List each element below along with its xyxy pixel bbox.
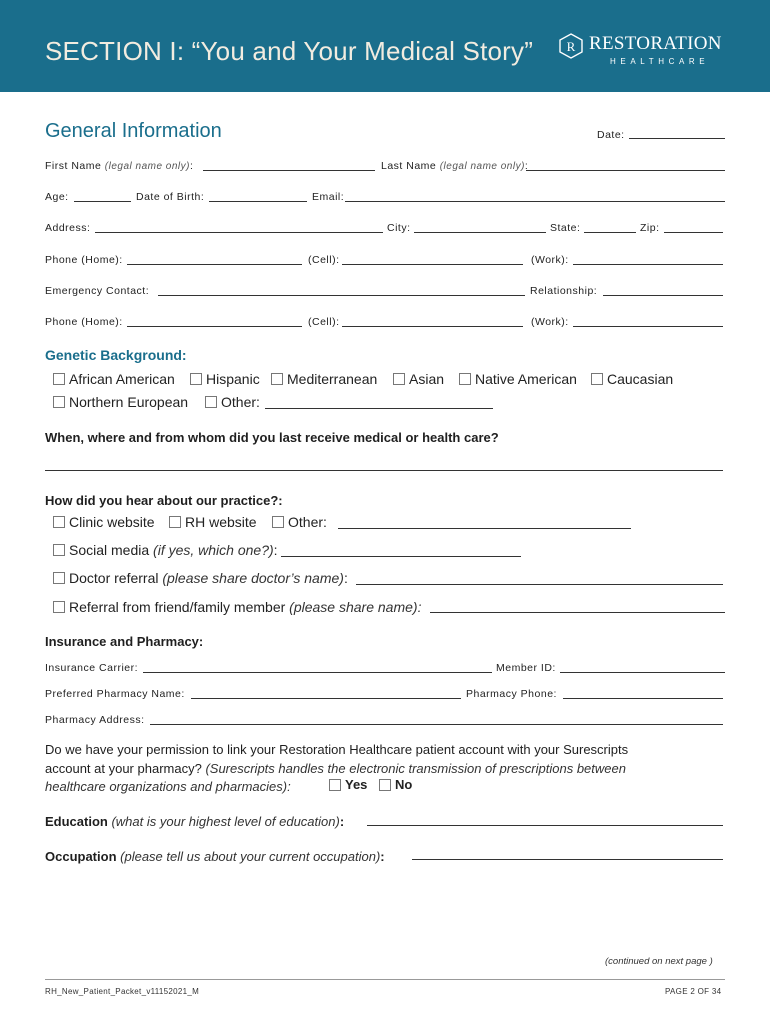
city-field[interactable] [414,232,546,233]
checkbox[interactable] [169,516,181,528]
file-name: RH_New_Patient_Packet_v11152021_M [45,987,200,996]
genetic-background-heading: Genetic Background: [45,347,187,363]
work-field[interactable] [573,264,723,265]
insurance-carrier-field[interactable] [143,672,492,673]
cell-field[interactable] [342,264,523,265]
pharmacy-phone-label: Pharmacy Phone: [466,688,557,700]
option-rh-website[interactable]: RH website [169,514,257,530]
relationship-label: Relationship: [530,285,598,297]
svg-text:R: R [566,39,576,54]
emergency-phone-home-field[interactable] [127,326,302,327]
insurance-heading: Insurance and Pharmacy: [45,634,204,649]
section-title: SECTION I: “You and Your Medical Story” [45,36,534,66]
page-header [0,0,770,92]
emergency-cell-label: (Cell): [308,316,340,328]
option-hear-other[interactable]: Other: [272,514,327,530]
checkbox[interactable] [53,396,65,408]
state-field[interactable] [584,232,636,233]
age-label: Age: [45,191,69,203]
checkbox[interactable] [393,373,405,385]
option-social-media[interactable]: Social media (if yes, which one?) : [53,542,278,558]
social-media-field[interactable] [281,556,521,557]
option-clinic-website[interactable]: Clinic website [53,514,155,530]
pharmacy-name-label: Preferred Pharmacy Name: [45,688,185,700]
option-northern-european[interactable]: Northern European [53,394,188,410]
option-other[interactable]: Other: [205,394,260,410]
checkbox[interactable] [53,544,65,556]
checkbox[interactable] [272,516,284,528]
logo-name: RESTORATION [589,33,722,54]
emergency-work-label: (Work): [531,316,569,328]
phone-home-label: Phone (Home): [45,254,123,266]
checkbox[interactable] [53,572,65,584]
address-field[interactable] [95,232,383,233]
checkbox[interactable] [459,373,471,385]
occupation-label: Occupation (please tell us about your current occupation): [45,849,385,864]
hear-other-field[interactable] [338,528,631,529]
address-label: Address: [45,222,91,234]
general-information-heading: General Information [45,120,222,142]
checkbox[interactable] [190,373,202,385]
first-name-label: First Name (legal name only): [45,160,194,172]
checkbox[interactable] [329,779,341,791]
friend-referral-field[interactable] [430,612,725,613]
checkbox[interactable] [53,516,65,528]
education-field[interactable] [367,825,723,826]
occupation-field[interactable] [412,859,723,860]
option-african-american[interactable]: African American [53,371,175,387]
age-field[interactable] [74,201,131,202]
emergency-phone-home-label: Phone (Home): [45,316,123,328]
logo-hexagon-icon [559,33,583,59]
last-name-field[interactable] [526,170,725,171]
option-asian[interactable]: Asian [393,371,444,387]
education-label: Education (what is your highest level of education): [45,814,345,829]
last-name-label: Last Name (legal name only): [381,160,529,172]
genetic-other-field[interactable] [265,408,493,409]
date-field[interactable] [629,138,725,139]
surescripts-permission-line1: Do we have your permission to link your Restoration Healthcare patient account with your Surescripts [45,742,629,757]
checkbox[interactable] [271,373,283,385]
option-native-american[interactable]: Native American [459,371,577,387]
cell-label: (Cell): [308,254,340,266]
state-label: State: [550,222,581,234]
member-id-label: Member ID: [496,662,556,674]
date-label: Date: [597,129,625,141]
option-doctor-referral[interactable]: Doctor referral (please share doctor’s name) : [53,570,348,586]
email-label: Email: [312,191,345,203]
checkbox[interactable] [53,373,65,385]
surescripts-permission-line3: healthcare organizations and pharmacies): [45,779,291,794]
member-id-field[interactable] [560,672,725,673]
option-friend-referral[interactable]: Referral from friend/family member (please share name): [53,599,421,615]
option-yes[interactable]: Yes [329,777,367,792]
pharmacy-name-field[interactable] [191,698,461,699]
option-no[interactable]: No [379,777,412,792]
checkbox[interactable] [379,779,391,791]
relationship-field[interactable] [603,295,723,296]
pharmacy-phone-field[interactable] [563,698,723,699]
email-field[interactable] [345,201,725,202]
phone-home-field[interactable] [127,264,302,265]
continued-note: (continued on next page ) [605,956,713,967]
logo-subtitle: HEALTHCARE [610,57,710,66]
last-care-field[interactable] [45,470,723,471]
dob-field[interactable] [209,201,307,202]
page-number: PAGE 2 OF 34 [665,987,722,996]
doctor-referral-field[interactable] [356,584,723,585]
zip-field[interactable] [664,232,723,233]
first-name-field[interactable] [203,170,375,171]
emergency-work-field[interactable] [573,326,723,327]
city-label: City: [387,222,411,234]
pharmacy-address-label: Pharmacy Address: [45,714,145,726]
option-hispanic[interactable]: Hispanic [190,371,260,387]
restoration-logo [559,33,729,69]
checkbox[interactable] [591,373,603,385]
last-care-question: When, where and from whom did you last receive medical or health care? [45,430,499,445]
checkbox[interactable] [53,601,65,613]
emergency-contact-field[interactable] [158,295,525,296]
work-label: (Work): [531,254,569,266]
option-caucasian[interactable]: Caucasian [591,371,673,387]
surescripts-permission-line2: account at your pharmacy? (Surescripts handles the electronic transmission of prescriptions between [45,761,626,776]
footer-divider [45,979,725,980]
dob-label: Date of Birth: [136,191,205,203]
checkbox[interactable] [205,396,217,408]
hear-about-question: How did you hear about our practice?: [45,493,283,508]
pharmacy-address-field[interactable] [150,724,723,725]
option-mediterranean[interactable]: Mediterranean [271,371,377,387]
emergency-cell-field[interactable] [342,326,523,327]
emergency-contact-label: Emergency Contact: [45,285,150,297]
zip-label: Zip: [640,222,660,234]
insurance-carrier-label: Insurance Carrier: [45,662,139,674]
